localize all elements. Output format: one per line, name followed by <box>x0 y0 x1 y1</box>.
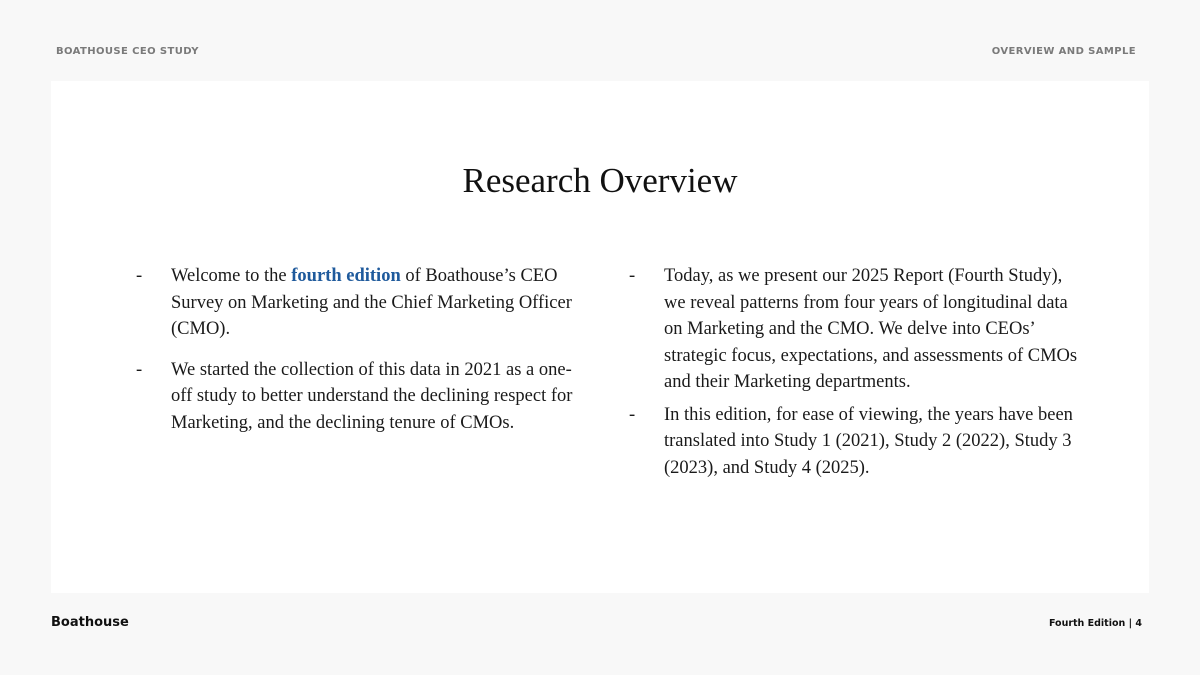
bullet-text: Today, as we present our 2025 Report (Fourth Study), we reveal patterns from four years of longitudinal data on Marketing and the CMO. We delve into CEOs’ strategic focus, expectations, and assessments of CMOs and their Marketing departments. <box>664 266 1078 392</box>
page-number: 4 <box>1135 618 1142 629</box>
bullet-item <box>133 263 573 343</box>
bullet-item <box>133 357 573 437</box>
edition-label: Fourth Edition <box>1048 618 1126 629</box>
bullet-item <box>626 402 1086 482</box>
slide-title: Research Overview <box>462 161 738 200</box>
header-section-label: OVERVIEW AND SAMPLE <box>991 46 1136 57</box>
left-column <box>133 263 573 450</box>
slide-card <box>51 81 1149 593</box>
bullet-dash: - <box>136 266 143 286</box>
bullet-text: In this edition, for ease of viewing, the years have been translated into Study 1 (2021), Study 2 (2022), Study 3 (2023), and Study 4 (2025). <box>664 404 1073 478</box>
bullet-dash: - <box>629 266 636 286</box>
bullet-text-pre: Welcome to the <box>171 266 292 286</box>
footer-separator: | <box>1128 618 1133 629</box>
bullet-item <box>626 263 1086 396</box>
boathouse-logo: Boathouse <box>51 615 129 630</box>
right-column <box>626 263 1086 487</box>
footer-edition <box>1049 618 1142 629</box>
bullet-dash: - <box>629 404 636 425</box>
bullet-text: We started the collection of this data in 2021 as a one-off study to better understand the declining respect for Marketing, and the declining tenure of CMOs. <box>171 359 573 433</box>
bullet-text-post: of Boathouse’s CEO Survey on Marketing and the Chief Marketing Officer (CMO). <box>171 266 572 339</box>
header-study-label: BOATHOUSE CEO STUDY <box>56 46 199 57</box>
bullet-dash: - <box>136 359 143 380</box>
highlight-fourth-edition: fourth edition <box>291 266 401 286</box>
